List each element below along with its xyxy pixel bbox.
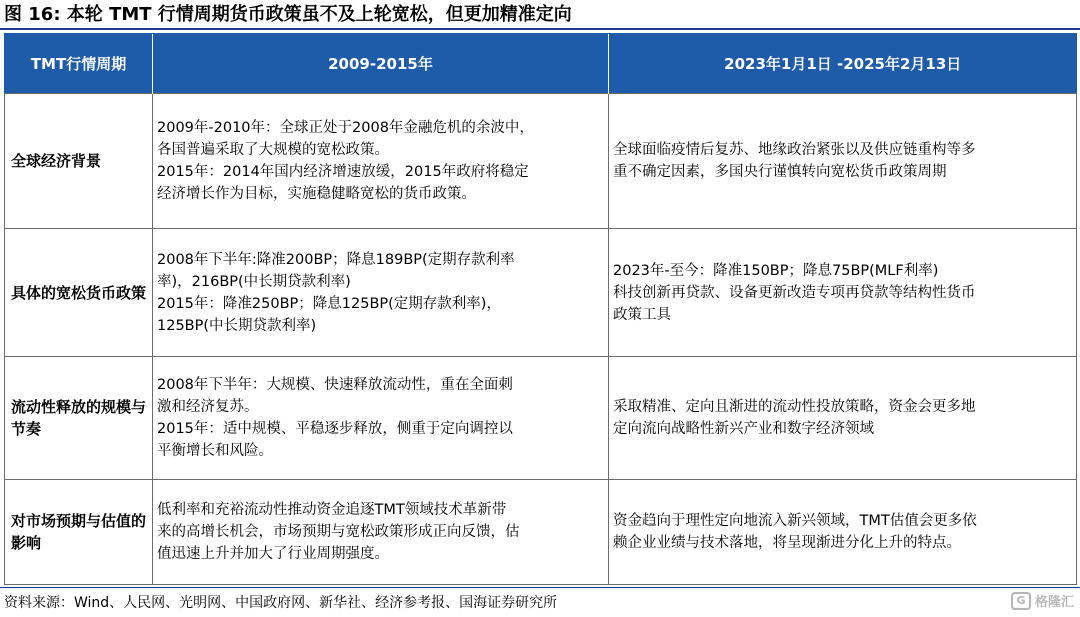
cell-line: 值迅速上升并加大了行业周期强度。 xyxy=(157,546,389,562)
cell-line: 平衡增长和风险。 xyxy=(157,443,273,459)
figure-title-text: 本轮 TMT 行情周期货币政策虽不及上轮宽松，但更加精准定向 xyxy=(66,4,572,25)
cell-line: 采取精准、定向且渐进的流动性投放策略，资金会更多地 xyxy=(613,399,976,415)
cell-line: 各国普遍采取了大规模的宽松政策。 xyxy=(157,142,389,158)
cell-line: 2015年：适中规模、平稳逐步释放，侧重于定向调控以 xyxy=(157,421,513,437)
cell-line: 重不确定因素，多国央行谨慎转向宽松货币政策周期 xyxy=(613,164,947,180)
cell-line: 激和经济复苏。 xyxy=(157,399,259,415)
table-cell xyxy=(609,357,1077,480)
watermark xyxy=(1011,591,1074,610)
title-rule xyxy=(0,28,1080,30)
cell-line: 低利率和充裕流动性推动资金追逐TMT领域技术革新带 xyxy=(157,502,507,518)
cell-line: 2015年：2014年国内经济增速放缓，2015年政府将稳定 xyxy=(157,164,529,180)
table-row xyxy=(5,357,1077,480)
cell-line: 率)，216BP(中长期贷款利率) xyxy=(157,273,351,290)
cell-line: 资金趋向于理性定向地流入新兴领域，TMT估值会更多依 xyxy=(613,513,977,529)
row-label: 流动性释放的规模与节奏 xyxy=(5,357,153,480)
table-row xyxy=(5,229,1077,357)
watermark-logo-icon: G xyxy=(1011,592,1031,610)
watermark-text: 格隆汇 xyxy=(1034,595,1074,610)
header-cell: TMT行情周期 xyxy=(5,34,153,94)
table-cell xyxy=(153,480,609,585)
table-cell xyxy=(609,229,1077,357)
row-label: 全球经济背景 xyxy=(5,94,153,229)
cell-line: 来的高增长机会，市场预期与宽松政策形成正向反馈，估 xyxy=(157,524,520,540)
source-rule xyxy=(0,587,1080,588)
cell-line: 政策工具 xyxy=(613,306,671,323)
figure-title xyxy=(4,3,572,27)
cell-line: 经济增长作为目标，实施稳健略宽松的货币政策。 xyxy=(157,186,476,202)
table-row xyxy=(5,94,1077,229)
cell-line: 全球面临疫情后复苏、地缘政治紧张以及供应链重构等多 xyxy=(613,142,976,158)
cell-line: 2008年下半年:降准200BP；降息189BP(定期存款利率 xyxy=(157,251,515,268)
table-cell xyxy=(153,357,609,480)
header-row xyxy=(5,34,1077,94)
table-cell xyxy=(609,480,1077,585)
cell-line: 2023年-至今：降准150BP；降息75BP(MLF利率) xyxy=(613,262,939,279)
table-cell xyxy=(153,94,609,229)
table-cell xyxy=(609,94,1077,229)
cell-line: 2015年：降准250BP；降息125BP(定期存款利率)， xyxy=(157,295,501,312)
row-label: 具体的宽松货币政策 xyxy=(5,229,153,357)
figure-label: 图 16: xyxy=(4,4,61,25)
header-cell: 2023年1月1日 -2025年2月13日 xyxy=(609,34,1077,94)
cell-line: 125BP(中长期贷款利率) xyxy=(157,317,317,334)
table-cell xyxy=(153,229,609,357)
cell-line: 科技创新再贷款、设备更新改造专项再贷款等结构性货币 xyxy=(613,284,976,301)
cell-line: 2008年下半年：大规模、快速释放流动性，重在全面刺 xyxy=(157,377,513,393)
cell-line: 赖企业业绩与技术落地，将呈现渐进分化上升的特点。 xyxy=(613,535,961,551)
row-label: 对市场预期与估值的影响 xyxy=(5,480,153,585)
table-row xyxy=(5,480,1077,585)
source-note: 资料来源：Wind、人民网、光明网、中国政府网、新华社、经济参考报、国海证券研究所 xyxy=(4,595,558,611)
comparison-table xyxy=(4,33,1077,585)
header-cell: 2009-2015年 xyxy=(153,34,609,94)
cell-line: 2009年-2010年：全球正处于2008年金融危机的余波中， xyxy=(157,120,534,136)
cell-line: 定向流向战略性新兴产业和数字经济领域 xyxy=(613,421,874,437)
